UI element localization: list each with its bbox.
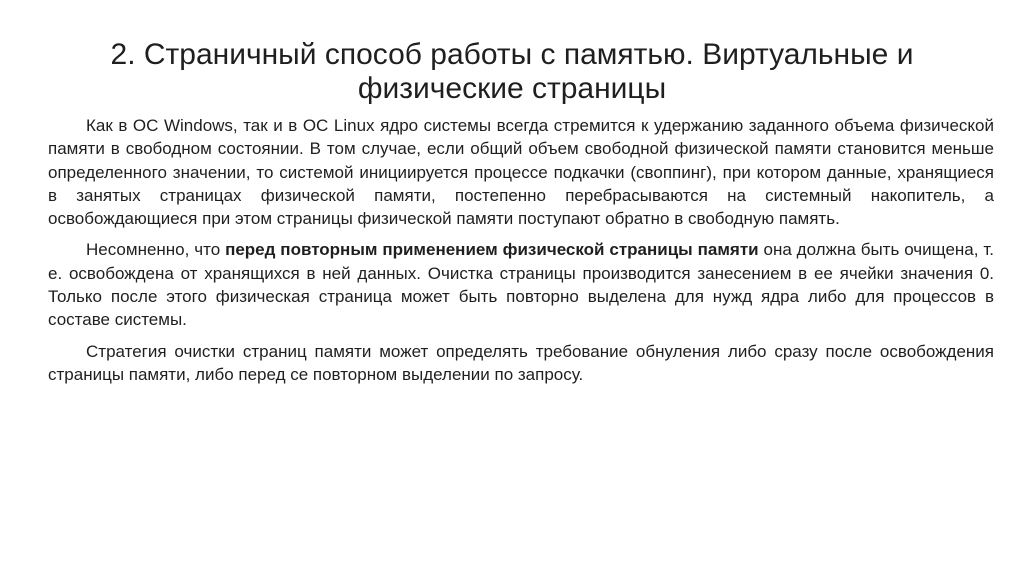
paragraph-swapping: Как в ОС Windows, так и в ОС Linux ядро системы всегда стремится к удержанию заданного объема физической памяти в свободном состоянии. В том случае, если общий объем свободной физической памяти становится меньше определенного значении, то системой инициируется процессе подкачки (своппинг), при котором данные, хранящиеся в занятых страницах физической памяти, постепенно перебрасываются на системный накопитель, а освобождающиеся при этом страницы физической памяти поступают обратно в свободную память. [48,116,994,229]
slide-body [48,114,994,394]
paragraph-page-clearing [48,238,994,331]
slide-title: 2. Страничный способ работы с памятью. Виртуальные и физические страницы [110,38,914,105]
bold-phrase: перед повторным применением физической страницы памяти [225,240,759,260]
paragraph-page-clearing-intro: Несомненно, что [86,240,226,260]
paragraph-page-clearing-rest: она должна быть очищена, т. е. освобождена от хранящихся в ней данных. Очистка страницы производится занесением в ее ячейки значения 0. Только после этого физическая страница может быть повторно выделена для нужд ядра либо для процессов в составе системы. [48,240,994,330]
paragraph-strategy: Стратегия очистки страниц памяти может определять требование обнуления либо сразу после освобождения страницы памяти, либо перед се повторном выделении по запросу. [48,341,994,384]
